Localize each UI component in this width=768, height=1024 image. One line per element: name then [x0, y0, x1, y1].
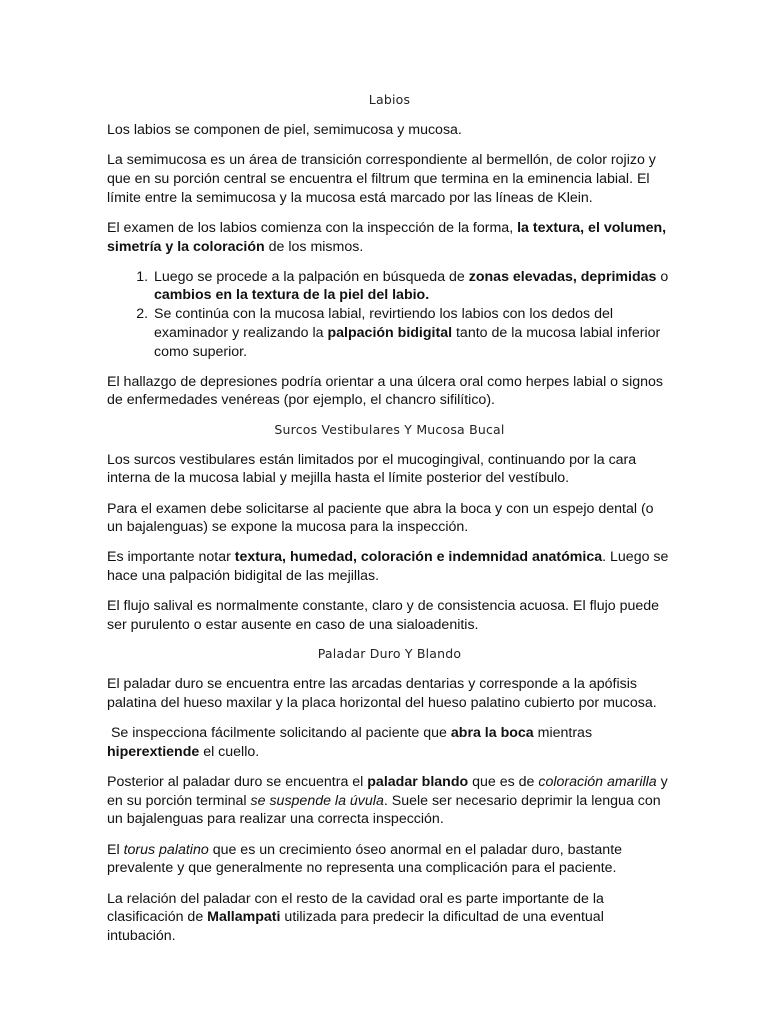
paragraph: Los surcos vestibulares están limitados por el mucogingival, continuando por la cara interna de la mucosa labial y mejilla hasta el límite posterior del vestíbulo. — [107, 451, 637, 487]
paragraph: El torus palatino que es un crecimiento óseo anormal en el paladar duro, bastante prevalente y que generalmente no representa una complicación para el paciente. — [107, 841, 623, 877]
section-title-surcos: Surcos Vestibulares Y Mucosa Bucal — [274, 421, 505, 437]
paragraph: La relación del paladar con el resto de la cavidad oral es parte importante de la clasificación de Mallampati utilizada para predecir la dificultad de una eventual intubación. — [107, 890, 604, 944]
section-title-labios: Labios — [368, 92, 411, 107]
paragraph: El examen de los labios comienza con la inspección de la forma, la textura, el volumen, simetría y la coloración de los mismos. — [107, 219, 667, 255]
list-item: 1. Luego se procede a la palpación en búsqueda de zonas elevadas, deprimidas o cambios en la textura de la piel del labio. — [152, 268, 672, 305]
paragraph: La semimucosa es un área de transición correspondiente al bermellón, de color rojizo y que en su porción central se encuentra el filtrum que termina en la eminencia labial. El límite entre la semimucosa y la mucosa está marcado por las líneas de Klein. — [107, 152, 656, 206]
paragraph: El hallazgo de depresiones podría orientar a una úlcera oral como herpes labial o signos de enfermedades venéreas (por ejemplo, el chancro sifilítico). — [107, 373, 664, 409]
numbered-list — [107, 268, 672, 362]
list-item: 2. Se continúa con la mucosa labial, revirtiendo los labios con los dedos del examinador y realizando la palpación bidigital tanto de la mucosa labial inferior como superior. — [152, 305, 672, 361]
section-title-paladar: Paladar Duro Y Blando — [317, 646, 462, 662]
paragraph: Es importante notar textura, humedad, coloración e indemnidad anatómica. Luego se hace una palpación bidigital de las mejillas. — [107, 549, 669, 585]
paragraph: Se inspecciona fácilmente solicitando al paciente que abra la boca mientras hiperextiende el cuello. — [107, 725, 596, 760]
paragraph: Los labios se componen de piel, semimucosa y mucosa. — [107, 122, 462, 138]
paragraph: El paladar duro se encuentra entre las arcadas dentarias y corresponde a la apófisis palatina del hueso maxilar y la placa horizontal del hueso palatino cubierto por mucosa. — [107, 676, 657, 711]
paragraph: El flujo salival es normalmente constante, claro y de consistencia acuosa. El flujo puede ser purulento o estar ausente en caso de una sialoadenitis. — [107, 598, 660, 634]
paragraph: Posterior al paladar duro se encuentra el paladar blando que es de coloración amarilla y en su porción terminal se suspende la úvula. Suele ser necesario deprimir la lengua con un bajalenguas para realizar una correcta inspección. — [107, 774, 668, 828]
paragraph: Para el examen debe solicitarse al paciente que abra la boca y con un espejo dental (o un bajalenguas) se expone la mucosa para la inspección. — [107, 500, 654, 536]
